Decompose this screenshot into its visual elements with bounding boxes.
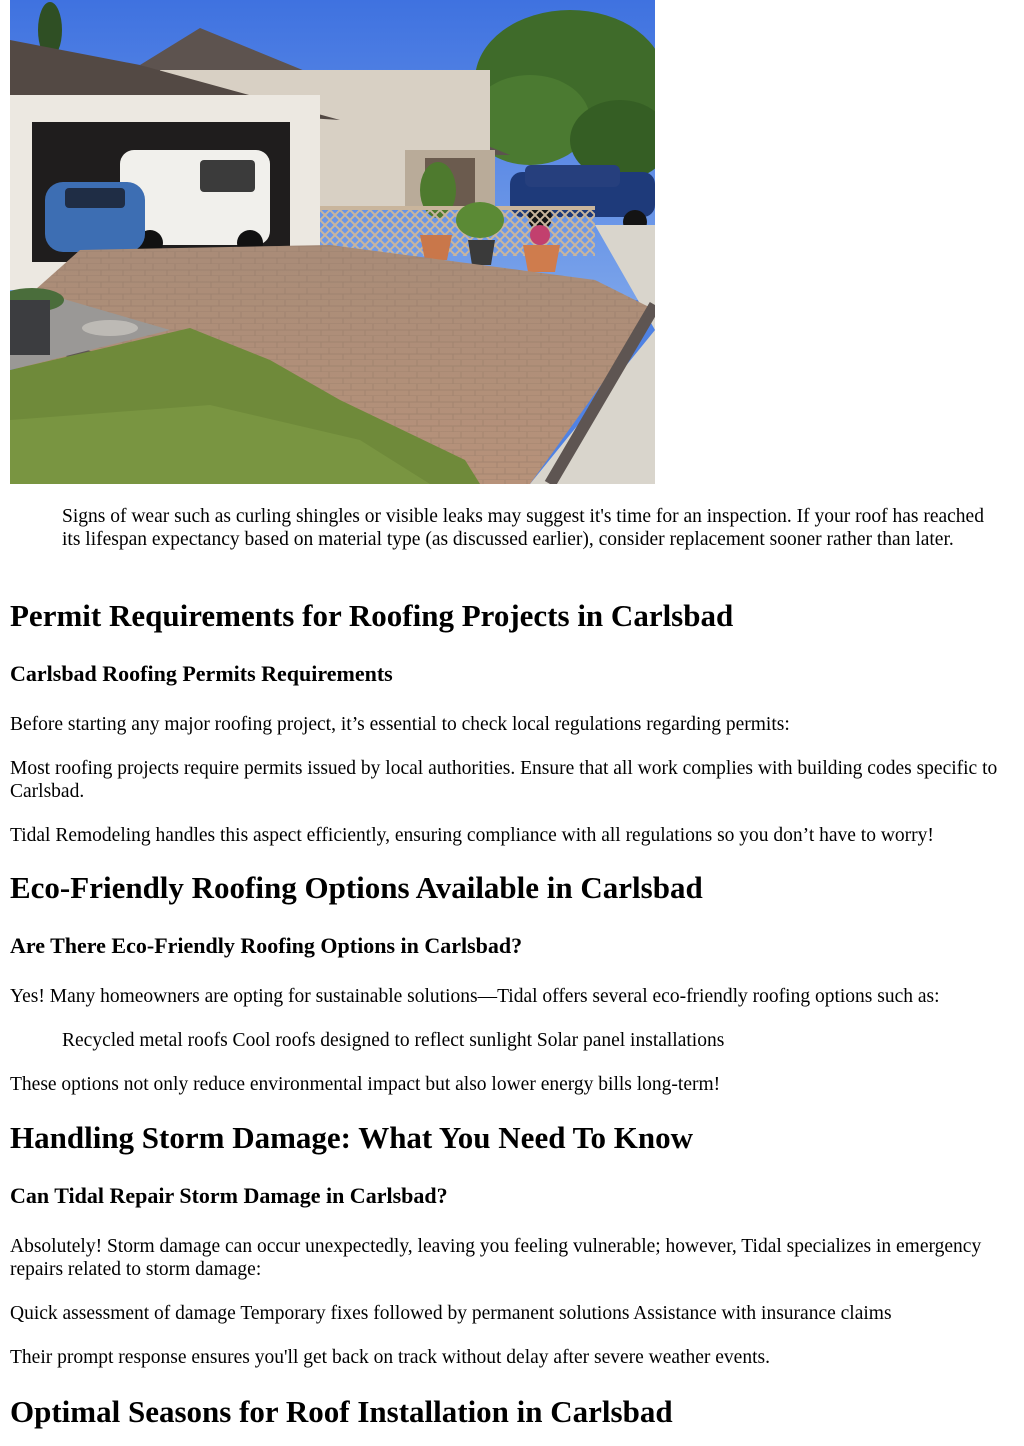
subheading-storm-damage: Can Tidal Repair Storm Damage in Carlsbad? [10,1183,448,1208]
paragraph-eco-intro: Yes! Many homeowners are opting for sustainable solutions—Tidal offers several eco-friendly roofing options such as: [10,986,940,1007]
paragraph-storm-intro: Absolutely! Storm damage can occur unexpectedly, leaving you feeling vulnerable; however, Tidal specializes in emergency repairs related to storm damage: [10,1236,982,1280]
heading-eco-friendly: Eco-Friendly Roofing Options Available in Carlsbad [10,870,703,905]
heading-storm-damage: Handling Storm Damage: What You Need To Know [10,1120,693,1155]
paragraph-permits-intro: Before starting any major roofing project, it’s essential to check local regulations regarding permits: [10,714,790,735]
paragraph-wear-signs: Signs of wear such as curling shingles or visible leaks may suggest it's time for an inspection. If your roof has reached its lifespan expectancy based on material type (as discussed earlier), consider replacement sooner rather than later. [62,506,984,550]
paragraph-permits-codes: Most roofing projects require permits issued by local authorities. Ensure that all work complies with building codes specific to Carlsbad. [10,758,998,802]
paragraph-storm-services: Quick assessment of damage Temporary fixes followed by permanent solutions Assistance with insurance claims [10,1303,892,1324]
subheading-permits: Carlsbad Roofing Permits Requirements [10,661,393,686]
driveway-photo [10,0,655,484]
paragraph-permits-tidal: Tidal Remodeling handles this aspect efficiently, ensuring compliance with all regulations so you don’t have to worry! [10,825,934,846]
photo-illustration [10,0,655,484]
subheading-eco-friendly: Are There Eco-Friendly Roofing Options in Carlsbad? [10,933,523,958]
paragraph-eco-benefits: These options not only reduce environmental impact but also lower energy bills long-term! [10,1074,721,1095]
paragraph-eco-options: Recycled metal roofs Cool roofs designed to reflect sunlight Solar panel installations [62,1030,725,1051]
heading-permit-requirements: Permit Requirements for Roofing Projects in Carlsbad [10,598,734,633]
heading-optimal-seasons: Optimal Seasons for Roof Installation in Carlsbad [10,1394,673,1429]
paragraph-storm-response: Their prompt response ensures you'll get back on track without delay after severe weather events. [10,1347,770,1368]
